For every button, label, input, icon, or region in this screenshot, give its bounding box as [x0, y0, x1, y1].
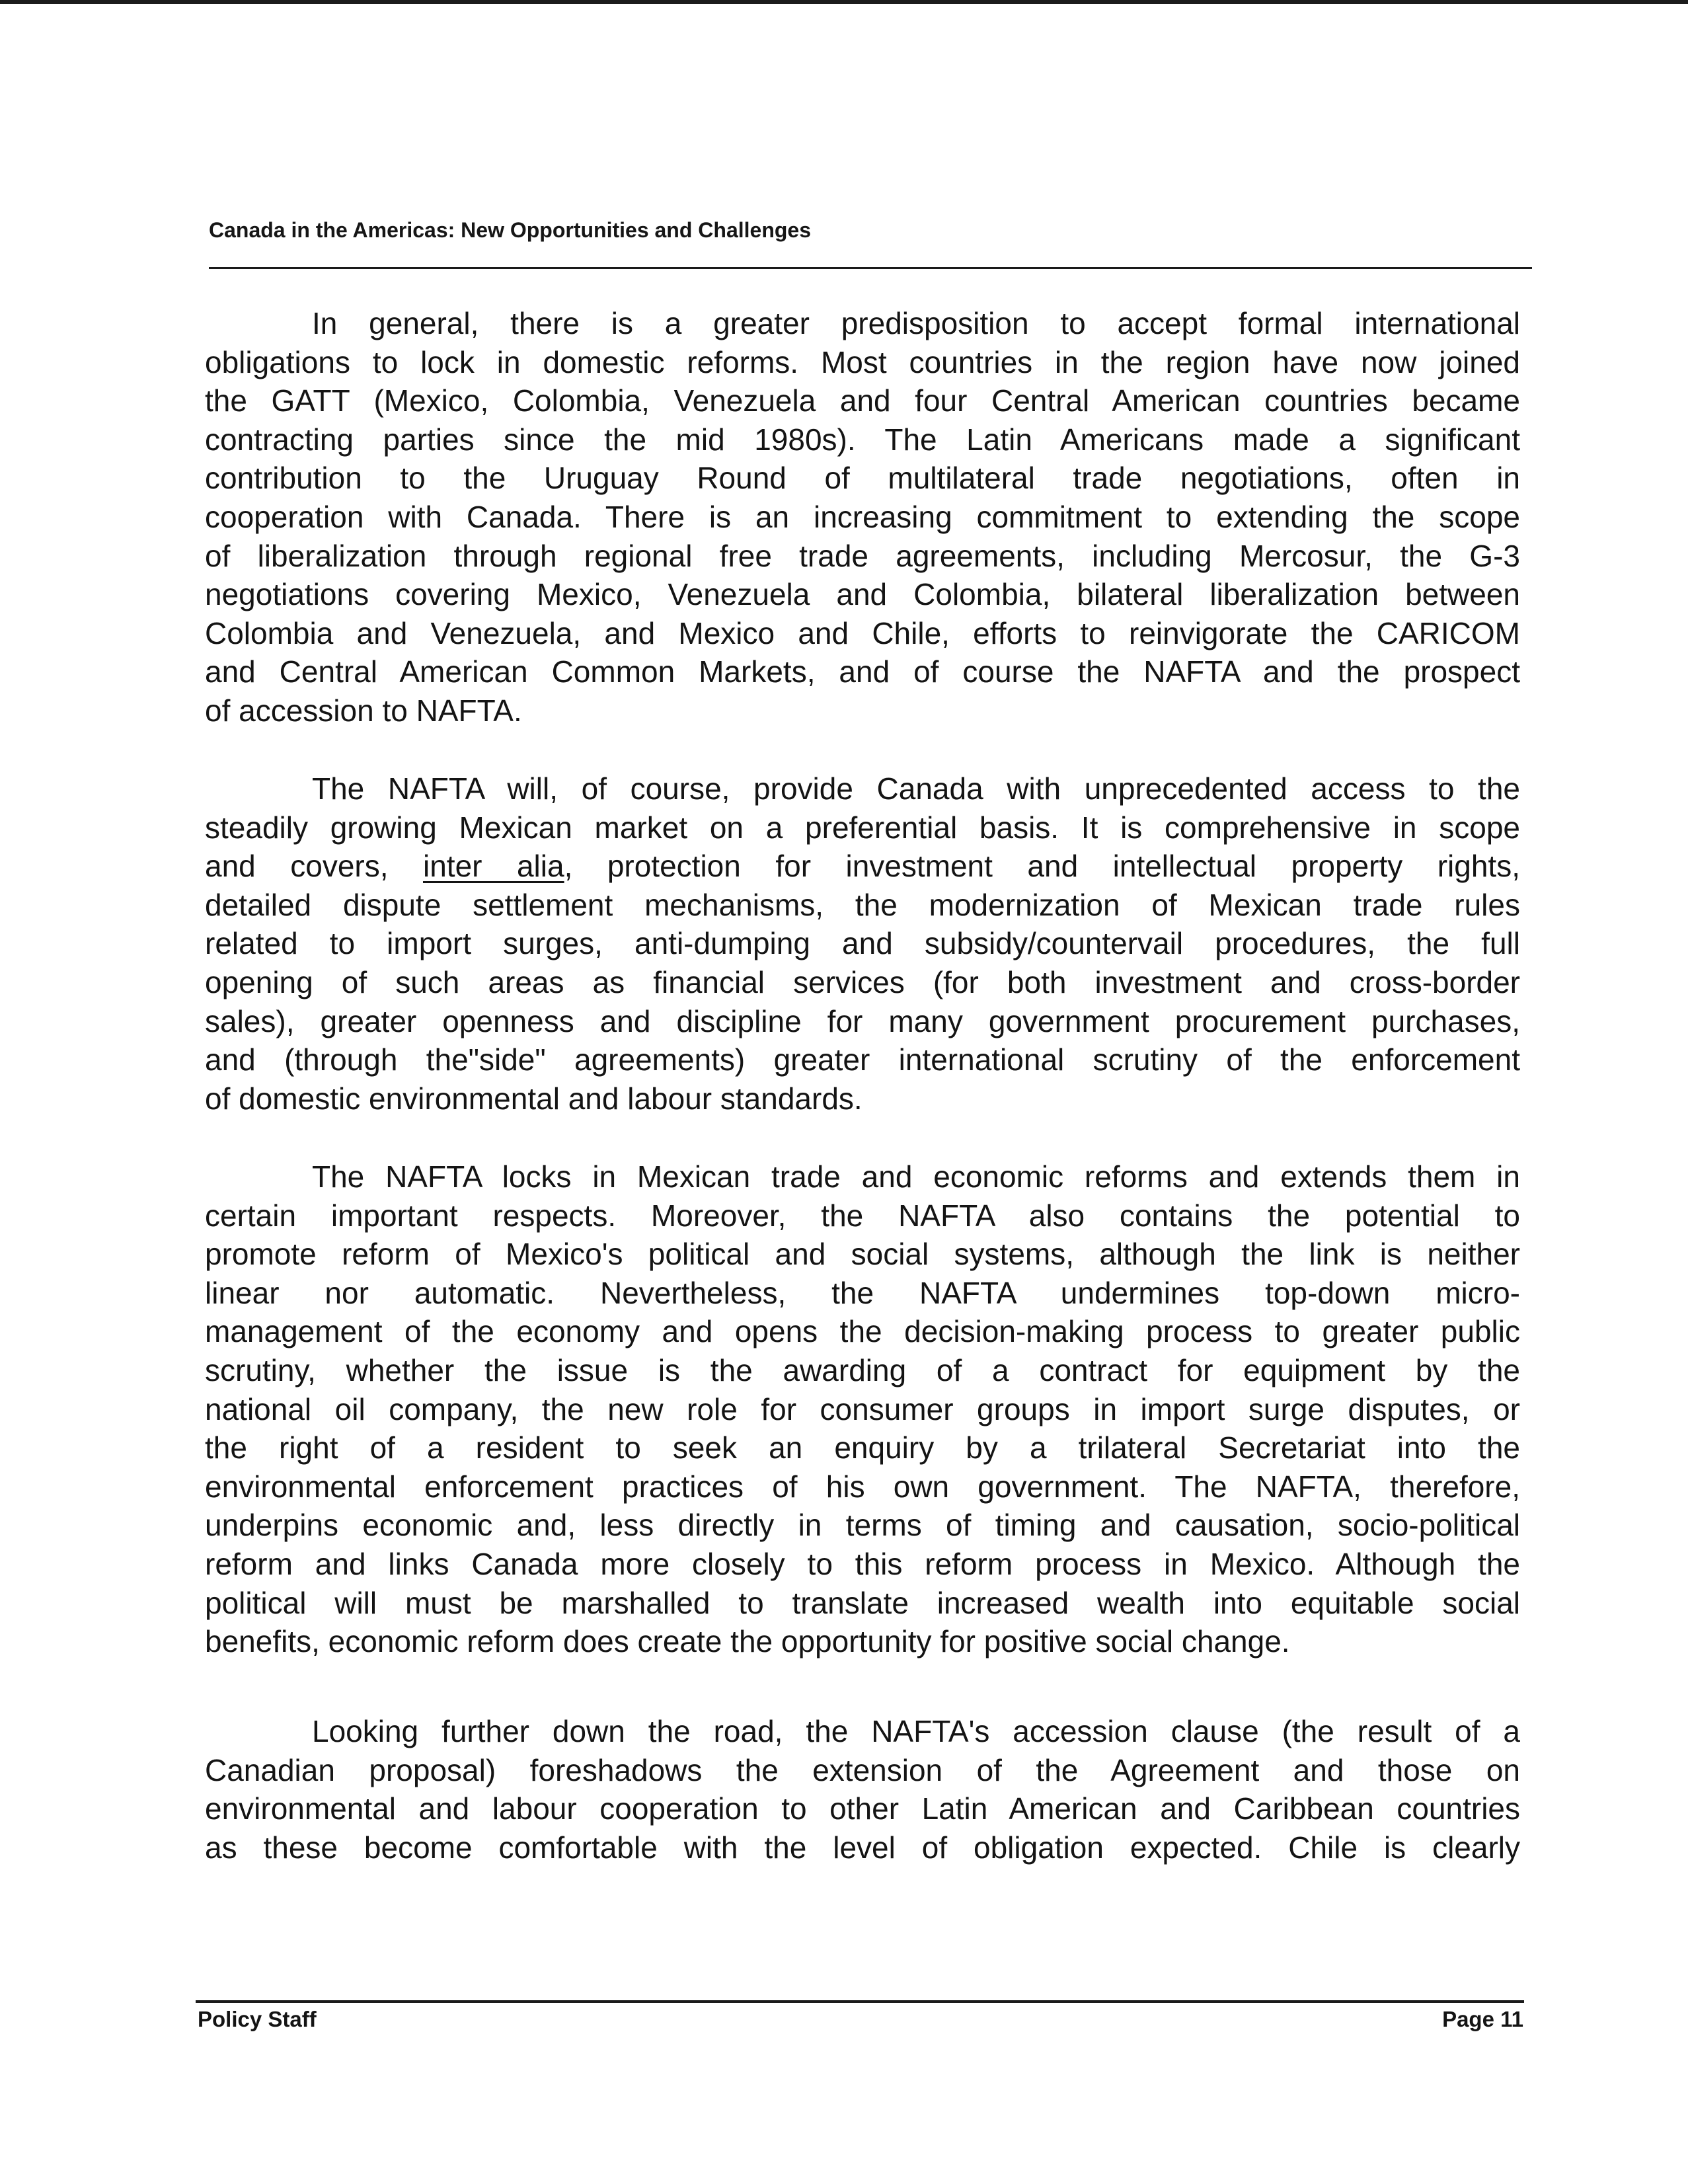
text-line: In general, there is a greater predisposition to accept formal international: [312, 306, 1520, 340]
text-line: of domestic environmental and labour standards.: [205, 1081, 863, 1116]
text-line: steadily growing Mexican market on a preferential basis. It is comprehensive in scope: [205, 810, 1520, 845]
text-line: of accession to NAFTA.: [205, 693, 522, 728]
text-line: related to import surges, anti-dumping and subsidy/countervail procedures, the full: [205, 926, 1520, 961]
text-line: reform and links Canada more closely to this reform process in Mexico. Although the: [205, 1546, 1520, 1581]
text-line: contribution to the Uruguay Round of multilateral trade negotiations, often in: [205, 461, 1520, 496]
text-line: detailed dispute settlement mechanisms, the modernization of Mexican trade rules: [205, 887, 1520, 922]
text-line: obligations to lock in domestic reforms. Most countries in the region have now joined: [205, 344, 1520, 379]
text-line: The NAFTA will, of course, provide Canada with unprecedented access to the: [312, 771, 1520, 806]
text-line: the right of a resident to seek an enquiry by a trilateral Secretariat into the: [205, 1430, 1520, 1465]
running-header: Canada in the Americas: New Opportunities and Challenges: [209, 218, 811, 242]
text-line: Looking further down the road, the NAFTA's accession clause (the result of a: [312, 1714, 1520, 1748]
text-segment: and covers,: [205, 849, 423, 884]
body-paragraph: [205, 1712, 1520, 1867]
text-line: certain important respects. Moreover, the NAFTA also contains the potential to: [205, 1198, 1520, 1233]
text-line: environmental enforcement practices of his own government. The NAFTA, therefore,: [205, 1469, 1520, 1504]
page-number: Page 11: [1442, 2007, 1523, 2031]
text-line: linear nor automatic. Nevertheless, the NAFTA undermines top-down micro-: [205, 1275, 1520, 1310]
text-segment: , protection for investment and intellectual property rights,: [564, 849, 1520, 884]
body-paragraph: [205, 304, 1520, 730]
text-line: negotiations covering Mexico, Venezuela and Colombia, bilateral liberalization between: [205, 577, 1520, 612]
text-line: benefits, economic reform does create the opportunity for positive social change.: [205, 1624, 1290, 1659]
header-rule: [209, 267, 1532, 269]
text-line: environmental and labour cooperation to other Latin American and Caribbean countries: [205, 1791, 1520, 1826]
text-line: national oil company, the new role for consumer groups in import surge disputes, or: [205, 1391, 1520, 1426]
text-line: Canadian proposal) foreshadows the extension of the Agreement and those on: [205, 1752, 1520, 1787]
text-line: The NAFTA locks in Mexican trade and economic reforms and extends them in: [312, 1159, 1520, 1194]
text-line: opening of such areas as financial services (for both investment and cross-border: [205, 964, 1520, 999]
text-line: promote reform of Mexico's political and social systems, although the link is neither: [205, 1237, 1520, 1272]
text-line: [205, 847, 1520, 886]
text-line: Colombia and Venezuela, and Mexico and Chile, efforts to reinvigorate the CARICOM: [205, 615, 1520, 650]
body-paragraph: [205, 769, 1520, 1118]
footer-rule: [196, 2000, 1524, 2003]
text-line: and Central American Common Markets, and of course the NAFTA and the prospect: [205, 654, 1520, 689]
text-line: sales), greater openness and discipline for many government procurement purchases,: [205, 1003, 1520, 1038]
body-paragraph: [205, 1157, 1520, 1661]
text-line: as these become comfortable with the level of obligation expected. Chile is clearly: [205, 1830, 1520, 1865]
text-line: of liberalization through regional free trade agreements, including Mercosur, the G-3: [205, 538, 1520, 573]
footer-department-label: Policy Staff: [198, 2007, 317, 2031]
text-line: scrutiny, whether the issue is the awarding of a contract for equipment by the: [205, 1352, 1520, 1387]
text-line: cooperation with Canada. There is an increasing commitment to extending the scope: [205, 499, 1520, 534]
text-line: management of the economy and opens the decision-making process to greater public: [205, 1314, 1520, 1349]
text-line: political will must be marshalled to translate increased wealth into equitable social: [205, 1585, 1520, 1620]
text-line: underpins economic and, less directly in terms of timing and causation, socio-political: [205, 1508, 1520, 1543]
text-line: contracting parties since the mid 1980s). The Latin Americans made a significant: [205, 422, 1520, 457]
text-line: and (through the"side" agreements) greater international scrutiny of the enforcement: [205, 1042, 1520, 1077]
scan-top-edge: [0, 0, 1688, 4]
text-line: the GATT (Mexico, Colombia, Venezuela and four Central American countries became: [205, 383, 1520, 418]
underlined-phrase: inter alia: [422, 849, 564, 884]
